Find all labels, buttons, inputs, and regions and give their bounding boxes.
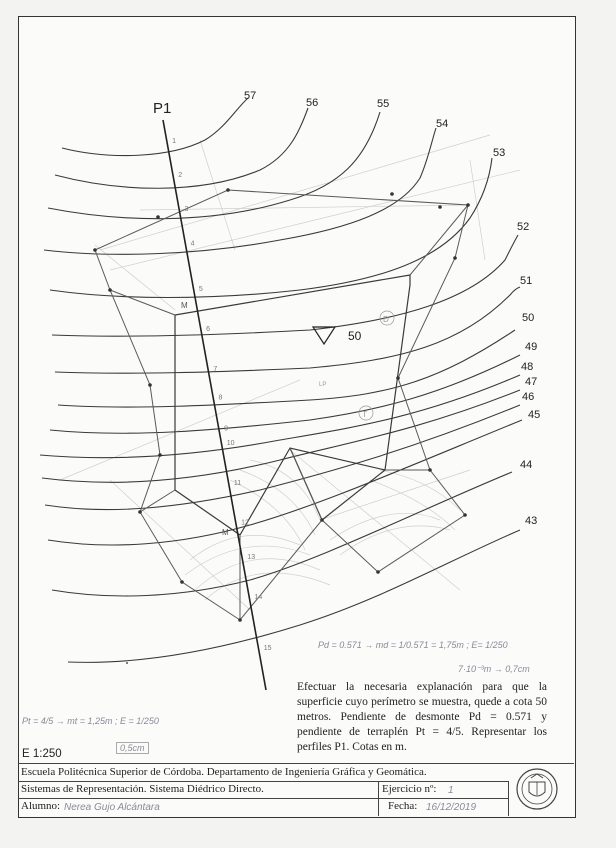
subject-name: Sistemas de Representación. Sistema Diédrico Directo. (21, 783, 264, 795)
profile-point-4: 4 (190, 240, 195, 248)
scale-label: E 1:250 (22, 748, 62, 760)
contour-label-57: 57 (244, 90, 257, 102)
contour-label-54: 54 (436, 118, 449, 130)
profile-point-1: 1 (172, 137, 177, 145)
contour-label-45: 45 (528, 409, 541, 421)
contour-label-47: 47 (525, 376, 538, 388)
contour-label-51: 51 (520, 275, 533, 287)
contour-51 (55, 287, 520, 373)
profile-point-5: 5 (198, 286, 203, 293)
date-label: Fecha: (388, 800, 418, 812)
title-block-divider (378, 781, 379, 816)
student-label: Alumno: (21, 800, 61, 812)
contour-label-53: 53 (493, 147, 506, 159)
profile-point-9: 9 (224, 425, 229, 433)
title-block-top-rule (18, 763, 574, 764)
contour-47 (42, 390, 520, 482)
student-value: Nerea Gujo Alcántara (64, 802, 160, 813)
profile-point-12: 12 (241, 519, 249, 527)
contour-label-50: 50 (522, 312, 535, 324)
contour-53 (50, 158, 492, 298)
contour-lines (40, 98, 522, 662)
contour-label-56: 56 (306, 97, 319, 109)
mark-lp: LP (319, 382, 327, 388)
profile-point-8: 8 (218, 394, 223, 402)
contour-label-52: 52 (517, 221, 530, 233)
construction-lines (60, 135, 520, 610)
profile-point-3: 3 (184, 206, 189, 214)
title-block-seal-divider (508, 781, 509, 816)
contour-label-48: 48 (521, 361, 534, 373)
profile-point-10: 10 (226, 439, 235, 447)
mark-d: D (383, 315, 389, 324)
stray-mark (126, 662, 128, 664)
profile-point-7: 7 (213, 365, 218, 373)
contour-label-43: 43 (525, 515, 538, 527)
university-seal-icon (512, 764, 562, 814)
exercise-value: 1 (448, 785, 454, 796)
pt-formula-note: Pt = 4/5 → mt = 1,25m ; E = 1/250 (22, 716, 159, 726)
profile-point-13: 13 (247, 553, 256, 561)
contour-label-49: 49 (525, 341, 538, 353)
profile-label: P1 (153, 100, 172, 117)
profile-point-6: 6 (206, 325, 211, 333)
profile-point-2: 2 (178, 172, 183, 179)
exercise-statement: Efectuar la necesaria explanación para que la superficie cuyo perímetro se muestra, quede a cota 50 metros. Pendiente de desmonte Pd = 0.571 y pendiente de terraplén Pt = 4/5. Representar los perfiles P1. Cotas en m. (297, 681, 547, 753)
mark-t: T (362, 410, 367, 419)
intersection-points (93, 188, 470, 622)
contour-label-46: 46 (522, 391, 535, 403)
title-block-rule-2 (18, 798, 508, 799)
contour-49 (50, 355, 520, 433)
mark-m-top: M (181, 301, 188, 310)
slope-boundary (95, 190, 468, 620)
pd-formula-note: Pd = 0.571 → md = 1/0.571 = 1,75m ; E= 1/250 (318, 640, 508, 650)
contour-52 (52, 235, 518, 336)
profile-point-15: 15 (263, 645, 272, 653)
exercise-label: Ejercicio nº: (382, 783, 437, 795)
contour-label-55: 55 (377, 98, 390, 110)
platform-level: 50 (348, 329, 362, 343)
school-name: Escuela Politécnica Superior de Córdoba. Departamento de Ingeniería Gráfica y Geomática. (21, 766, 427, 778)
contour-55 (48, 112, 380, 219)
profile-point-14: 14 (254, 593, 263, 601)
contour-label-44: 44 (520, 459, 533, 471)
mark-m-bottom: M (222, 528, 229, 537)
pt-result-note: 0,5cm (116, 742, 149, 754)
date-value: 16/12/2019 (426, 802, 477, 813)
title-block (18, 763, 574, 816)
pd-result-note: 7·10⁻³m → 0,7cm (458, 664, 530, 674)
profile-point-11: 11 (233, 479, 242, 487)
